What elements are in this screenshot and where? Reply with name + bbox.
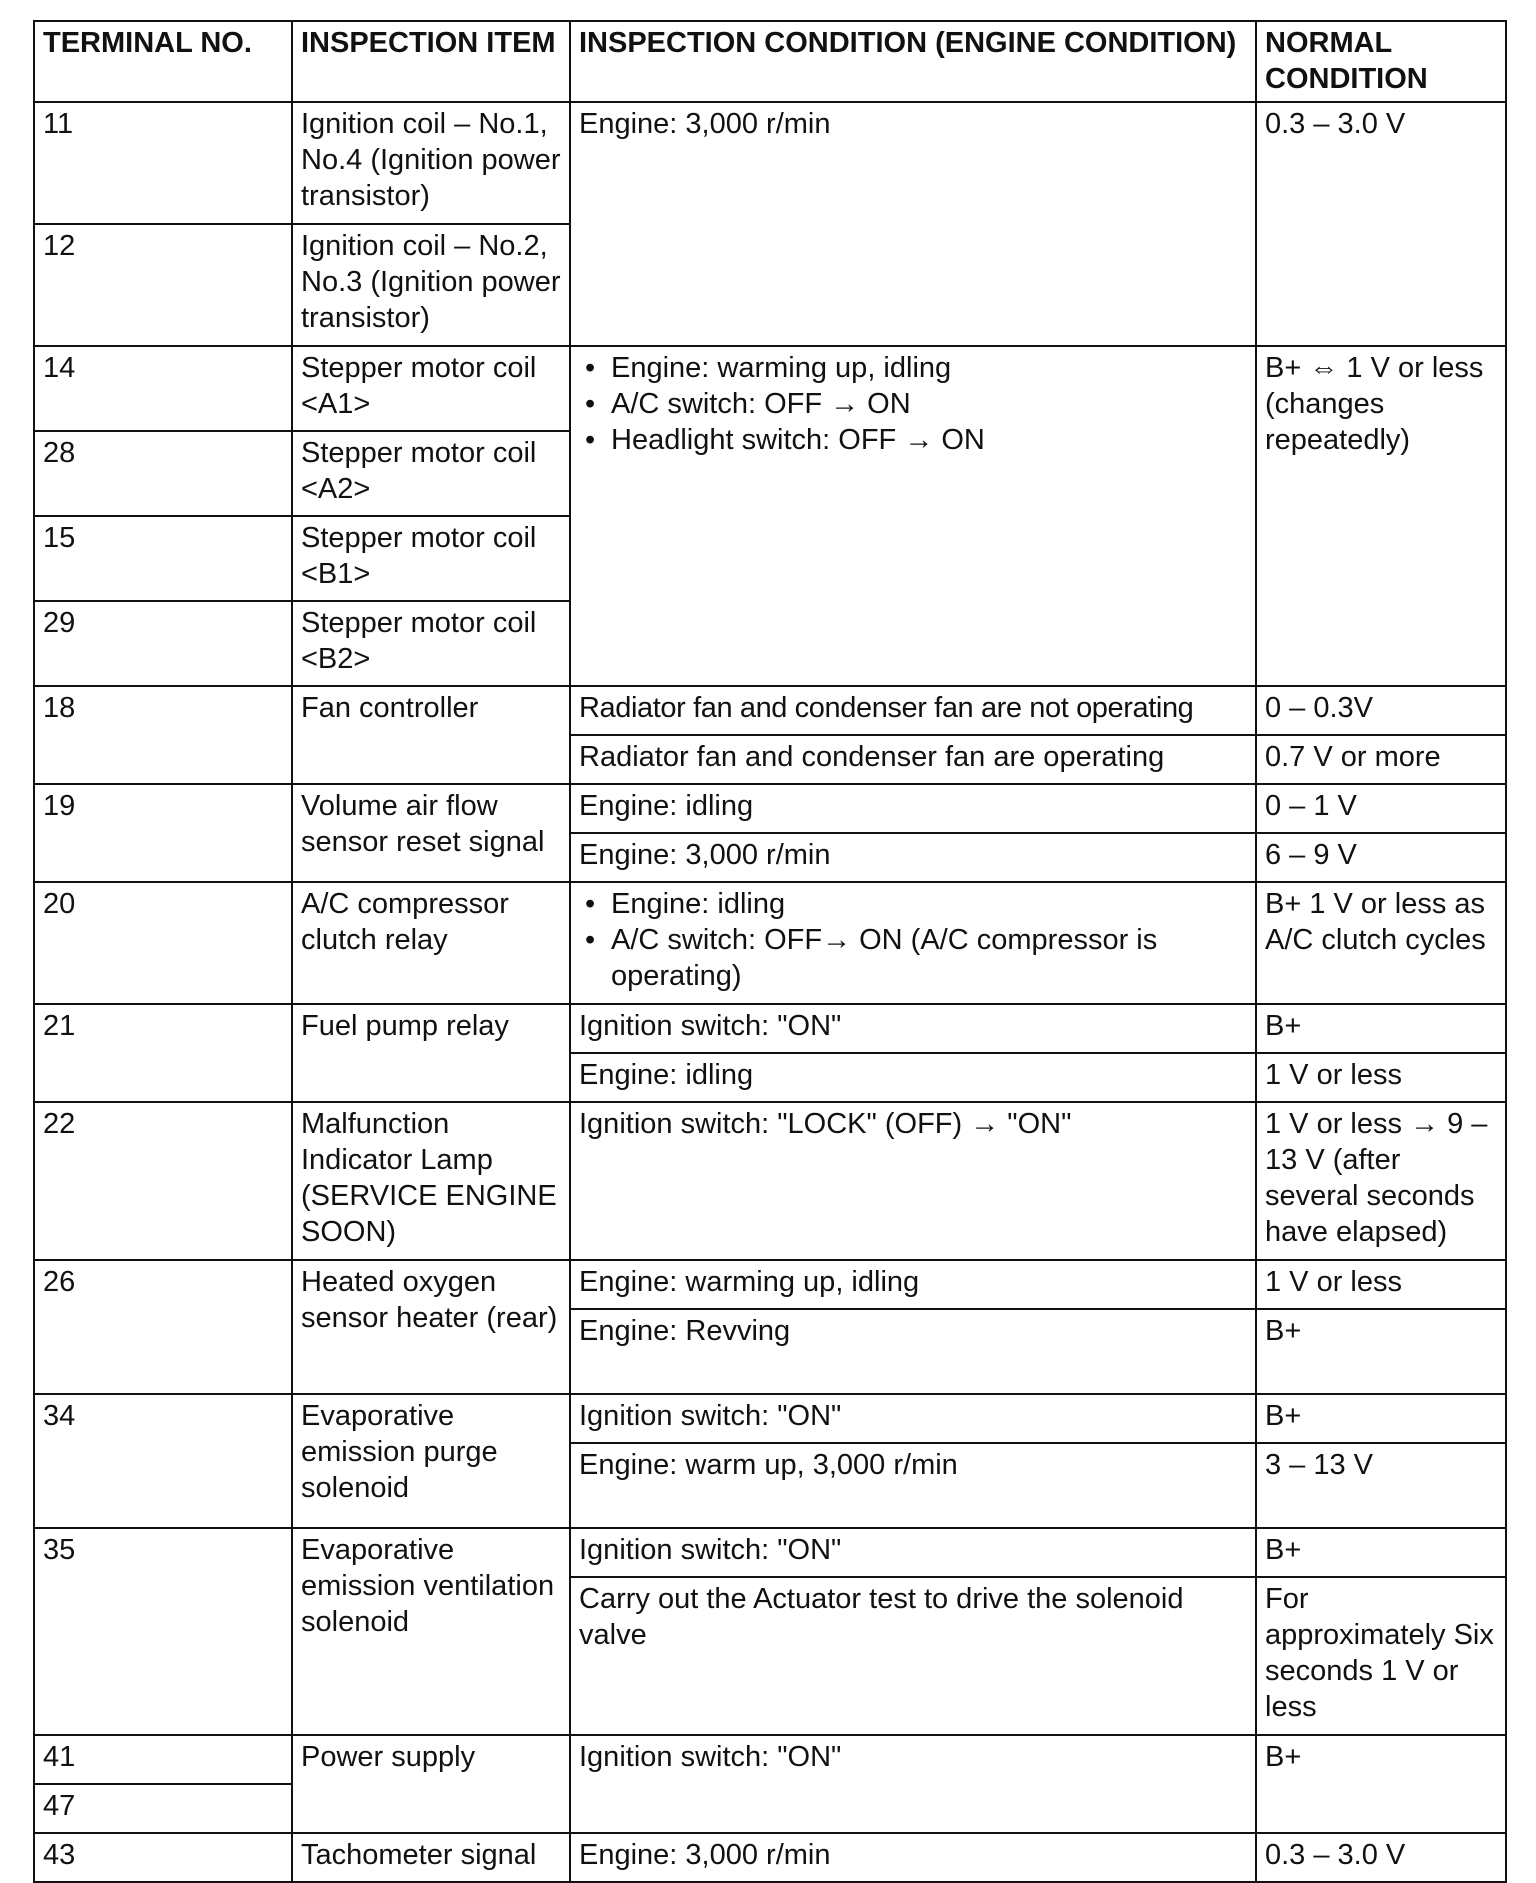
terminal-cell: 22 xyxy=(34,1102,292,1260)
condition-cell: Carry out the Actuator test to drive the solenoid valve xyxy=(570,1577,1256,1735)
normal-cell: B+ 1 V or less as A/C clutch cycles xyxy=(1256,882,1506,1004)
item-cell: Stepper motor coil <A1> xyxy=(292,346,570,431)
table-row xyxy=(34,1833,1506,1882)
item-cell: Evaporative emission purge solenoid xyxy=(292,1394,570,1528)
item-cell: Stepper motor coil <B2> xyxy=(292,601,570,686)
item-cell: Volume air flow sensor reset signal xyxy=(292,784,570,882)
table-row xyxy=(34,1004,1506,1053)
item-cell: Heated oxygen sensor heater (rear) xyxy=(292,1260,570,1394)
normal-cell: B+ xyxy=(1256,1004,1506,1053)
condition-cell: Ignition switch: "ON" xyxy=(570,1004,1256,1053)
normal-cell: 6 – 9 V xyxy=(1256,833,1506,882)
normal-cell: 0 – 1 V xyxy=(1256,784,1506,833)
list-item: • A/C switch: OFF→ ON (A/C compressor is operating) xyxy=(611,922,1247,994)
table-row xyxy=(34,1394,1506,1443)
condition-cell: Engine: 3,000 r/min xyxy=(570,102,1256,346)
terminal-cell: 12 xyxy=(34,224,292,346)
list-item: • Engine: idling xyxy=(611,886,1247,922)
item-cell: Stepper motor coil <A2> xyxy=(292,431,570,516)
condition-cell: Engine: warming up, idling xyxy=(570,1260,1256,1309)
terminal-cell: 29 xyxy=(34,601,292,686)
condition-cell: Engine: 3,000 r/min xyxy=(570,1833,1256,1882)
normal-cell: B+ xyxy=(1256,1528,1506,1577)
table-row xyxy=(34,686,1506,735)
table-row xyxy=(34,346,1506,431)
table-row xyxy=(34,1735,1506,1784)
normal-cell: 1 V or less → 9 – 13 V (after several seconds have elapsed) xyxy=(1256,1102,1506,1260)
condition-cell: Engine: Revving xyxy=(570,1309,1256,1394)
terminal-cell: 18 xyxy=(34,686,292,784)
terminal-cell: 47 xyxy=(34,1784,292,1833)
table-row xyxy=(34,1260,1506,1309)
condition-cell: Engine: 3,000 r/min xyxy=(570,833,1256,882)
table-row xyxy=(34,784,1506,833)
terminal-cell: 34 xyxy=(34,1394,292,1528)
normal-cell: B+ xyxy=(1256,1309,1506,1394)
header-normal-condition: NORMAL CONDITION xyxy=(1256,21,1506,102)
normal-cell: B+ xyxy=(1256,1735,1506,1833)
item-cell: Ignition coil – No.2, No.3 (Ignition power transistor) xyxy=(292,224,570,346)
item-cell: Power supply xyxy=(292,1735,570,1833)
normal-cell: 0.7 V or more xyxy=(1256,735,1506,784)
terminal-inspection-table xyxy=(33,20,1507,1883)
condition-bullet-list xyxy=(579,350,1247,458)
condition-cell: Engine: idling xyxy=(570,784,1256,833)
condition-cell: Ignition switch: "ON" xyxy=(570,1528,1256,1577)
header-inspection-item: INSPECTION ITEM xyxy=(292,21,570,102)
item-cell: Tachometer signal xyxy=(292,1833,570,1882)
terminal-cell: 19 xyxy=(34,784,292,882)
item-cell: A/C compressor clutch relay xyxy=(292,882,570,1004)
item-cell: Fuel pump relay xyxy=(292,1004,570,1102)
condition-cell: Engine: idling xyxy=(570,1053,1256,1102)
item-cell: Fan controller xyxy=(292,686,570,784)
terminal-cell: 43 xyxy=(34,1833,292,1882)
normal-cell: B+ xyxy=(1256,1394,1506,1443)
table-row xyxy=(34,1102,1506,1260)
normal-cell: For approximately Six seconds 1 V or less xyxy=(1256,1577,1506,1735)
terminal-cell: 28 xyxy=(34,431,292,516)
normal-cell: 3 – 13 V xyxy=(1256,1443,1506,1528)
header-inspection-condition: INSPECTION CONDITION (ENGINE CONDITION) xyxy=(570,21,1256,102)
list-item: • Engine: warming up, idling xyxy=(611,350,1247,386)
condition-cell: Ignition switch: "LOCK" (OFF) → "ON" xyxy=(570,1102,1256,1260)
condition-bullet-list xyxy=(579,886,1247,994)
terminal-cell: 11 xyxy=(34,102,292,224)
terminal-cell: 20 xyxy=(34,882,292,1004)
condition-cell: Ignition switch: "ON" xyxy=(570,1394,1256,1443)
item-cell: Ignition coil – No.1, No.4 (Ignition power transistor) xyxy=(292,102,570,224)
normal-cell: B+ ⇔ 1 V or less (changes repeatedly) xyxy=(1256,346,1506,686)
table-row xyxy=(34,102,1506,224)
table-row xyxy=(34,1528,1506,1577)
table-row xyxy=(34,882,1506,1004)
terminal-cell: 14 xyxy=(34,346,292,431)
terminal-cell: 26 xyxy=(34,1260,292,1394)
normal-cell: 0.3 – 3.0 V xyxy=(1256,102,1506,346)
normal-cell: 0 – 0.3V xyxy=(1256,686,1506,735)
terminal-cell: 41 xyxy=(34,1735,292,1784)
terminal-cell: 21 xyxy=(34,1004,292,1102)
header-row xyxy=(34,21,1506,102)
condition-cell: Radiator fan and condenser fan are not operating xyxy=(570,686,1256,735)
terminal-cell: 15 xyxy=(34,516,292,601)
item-cell: Evaporative emission ventilation solenoid xyxy=(292,1528,570,1735)
normal-cell: 1 V or less xyxy=(1256,1053,1506,1102)
normal-cell: 1 V or less xyxy=(1256,1260,1506,1309)
condition-cell: Engine: warm up, 3,000 r/min xyxy=(570,1443,1256,1528)
condition-cell xyxy=(570,882,1256,1004)
list-item: • Headlight switch: OFF → ON xyxy=(611,422,1247,458)
condition-cell: Radiator fan and condenser fan are operating xyxy=(570,735,1256,784)
terminal-cell: 35 xyxy=(34,1528,292,1735)
list-item: • A/C switch: OFF → ON xyxy=(611,386,1247,422)
condition-cell xyxy=(570,346,1256,686)
item-cell: Malfunction Indicator Lamp (SERVICE ENGINE SOON) xyxy=(292,1102,570,1260)
condition-cell: Ignition switch: "ON" xyxy=(570,1735,1256,1833)
normal-cell: 0.3 – 3.0 V xyxy=(1256,1833,1506,1882)
header-terminal-no: TERMINAL NO. xyxy=(34,21,292,102)
item-cell: Stepper motor coil <B1> xyxy=(292,516,570,601)
